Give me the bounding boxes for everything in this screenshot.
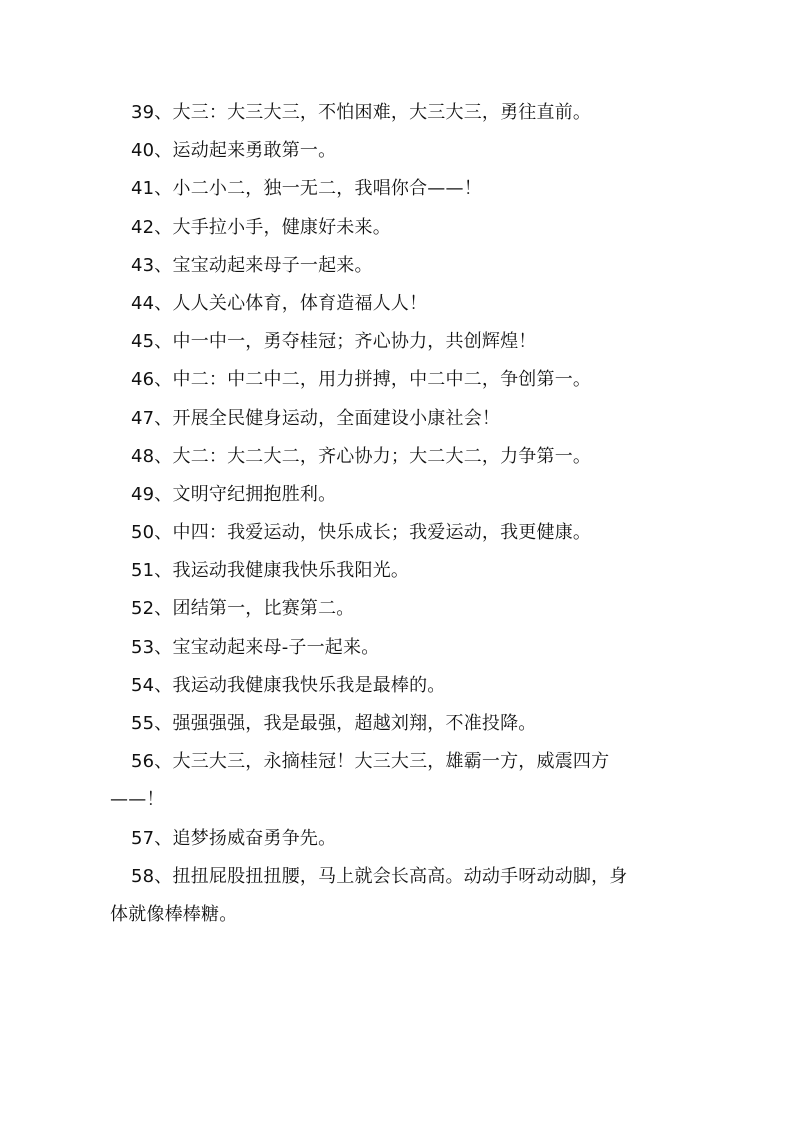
slogan-53: 53、宝宝动起来母-子一起来。 <box>131 636 380 658</box>
slogan-47: 47、开展全民健身运动，全面建设小康社会！ <box>131 407 501 429</box>
slogan-39: 39、大三：大三大三，不怕困难，大三大三，勇往直前。 <box>131 102 592 123</box>
slogan-49: 49、文明守纪拥抱胜利。 <box>131 483 337 505</box>
slogan-41: 41、小二小二，独一无二，我唱你合——！ <box>131 178 482 200</box>
slogan-57: 57、追梦扬威奋勇争先。 <box>131 827 337 849</box>
slogan-46: 46、中二：中二中二，用力拼搏，中二中二，争创第一。 <box>131 369 592 391</box>
slogan-56: 56、大三大三，永摘桂冠！大三大三，雄霸一方，威震四方 <box>131 751 610 773</box>
slogan-51: 51、我运动我健康我快乐我阳光。 <box>131 560 410 582</box>
slogan-43: 43、宝宝动起来母子一起来。 <box>131 254 373 276</box>
slogan-44: 44、人人关心体育，体育造福人人！ <box>131 292 428 314</box>
slogan-40: 40、运动起来勇敢第一。 <box>131 140 337 162</box>
slogan-52: 52、团结第一，比赛第二。 <box>131 598 355 620</box>
slogan-42: 42、大手拉小手，健康好未来。 <box>131 216 391 238</box>
slogan-56-continuation: ——！ <box>110 789 165 811</box>
slogan-58: 58、扭扭屁股扭扭腰，马上就会长高高。动动手呀动动脚，身 <box>131 865 628 887</box>
slogan-54: 54、我运动我健康我快乐我是最棒的。 <box>131 674 446 696</box>
slogan-48: 48、大二：大二大二，齐心协力；大二大二，力争第一。 <box>131 445 592 467</box>
slogan-50: 50、中四：我爱运动，快乐成长；我爱运动，我更健康。 <box>131 522 592 544</box>
slogan-45: 45、中一中一，勇夺桂冠；齐心协力，共创辉煌！ <box>131 331 537 353</box>
slogan-55: 55、强强强强，我是最强，超越刘翔，不准投降。 <box>131 713 537 734</box>
slogan-58-continuation: 体就像棒棒糖。 <box>110 903 238 925</box>
slogan-list <box>110 103 684 943</box>
